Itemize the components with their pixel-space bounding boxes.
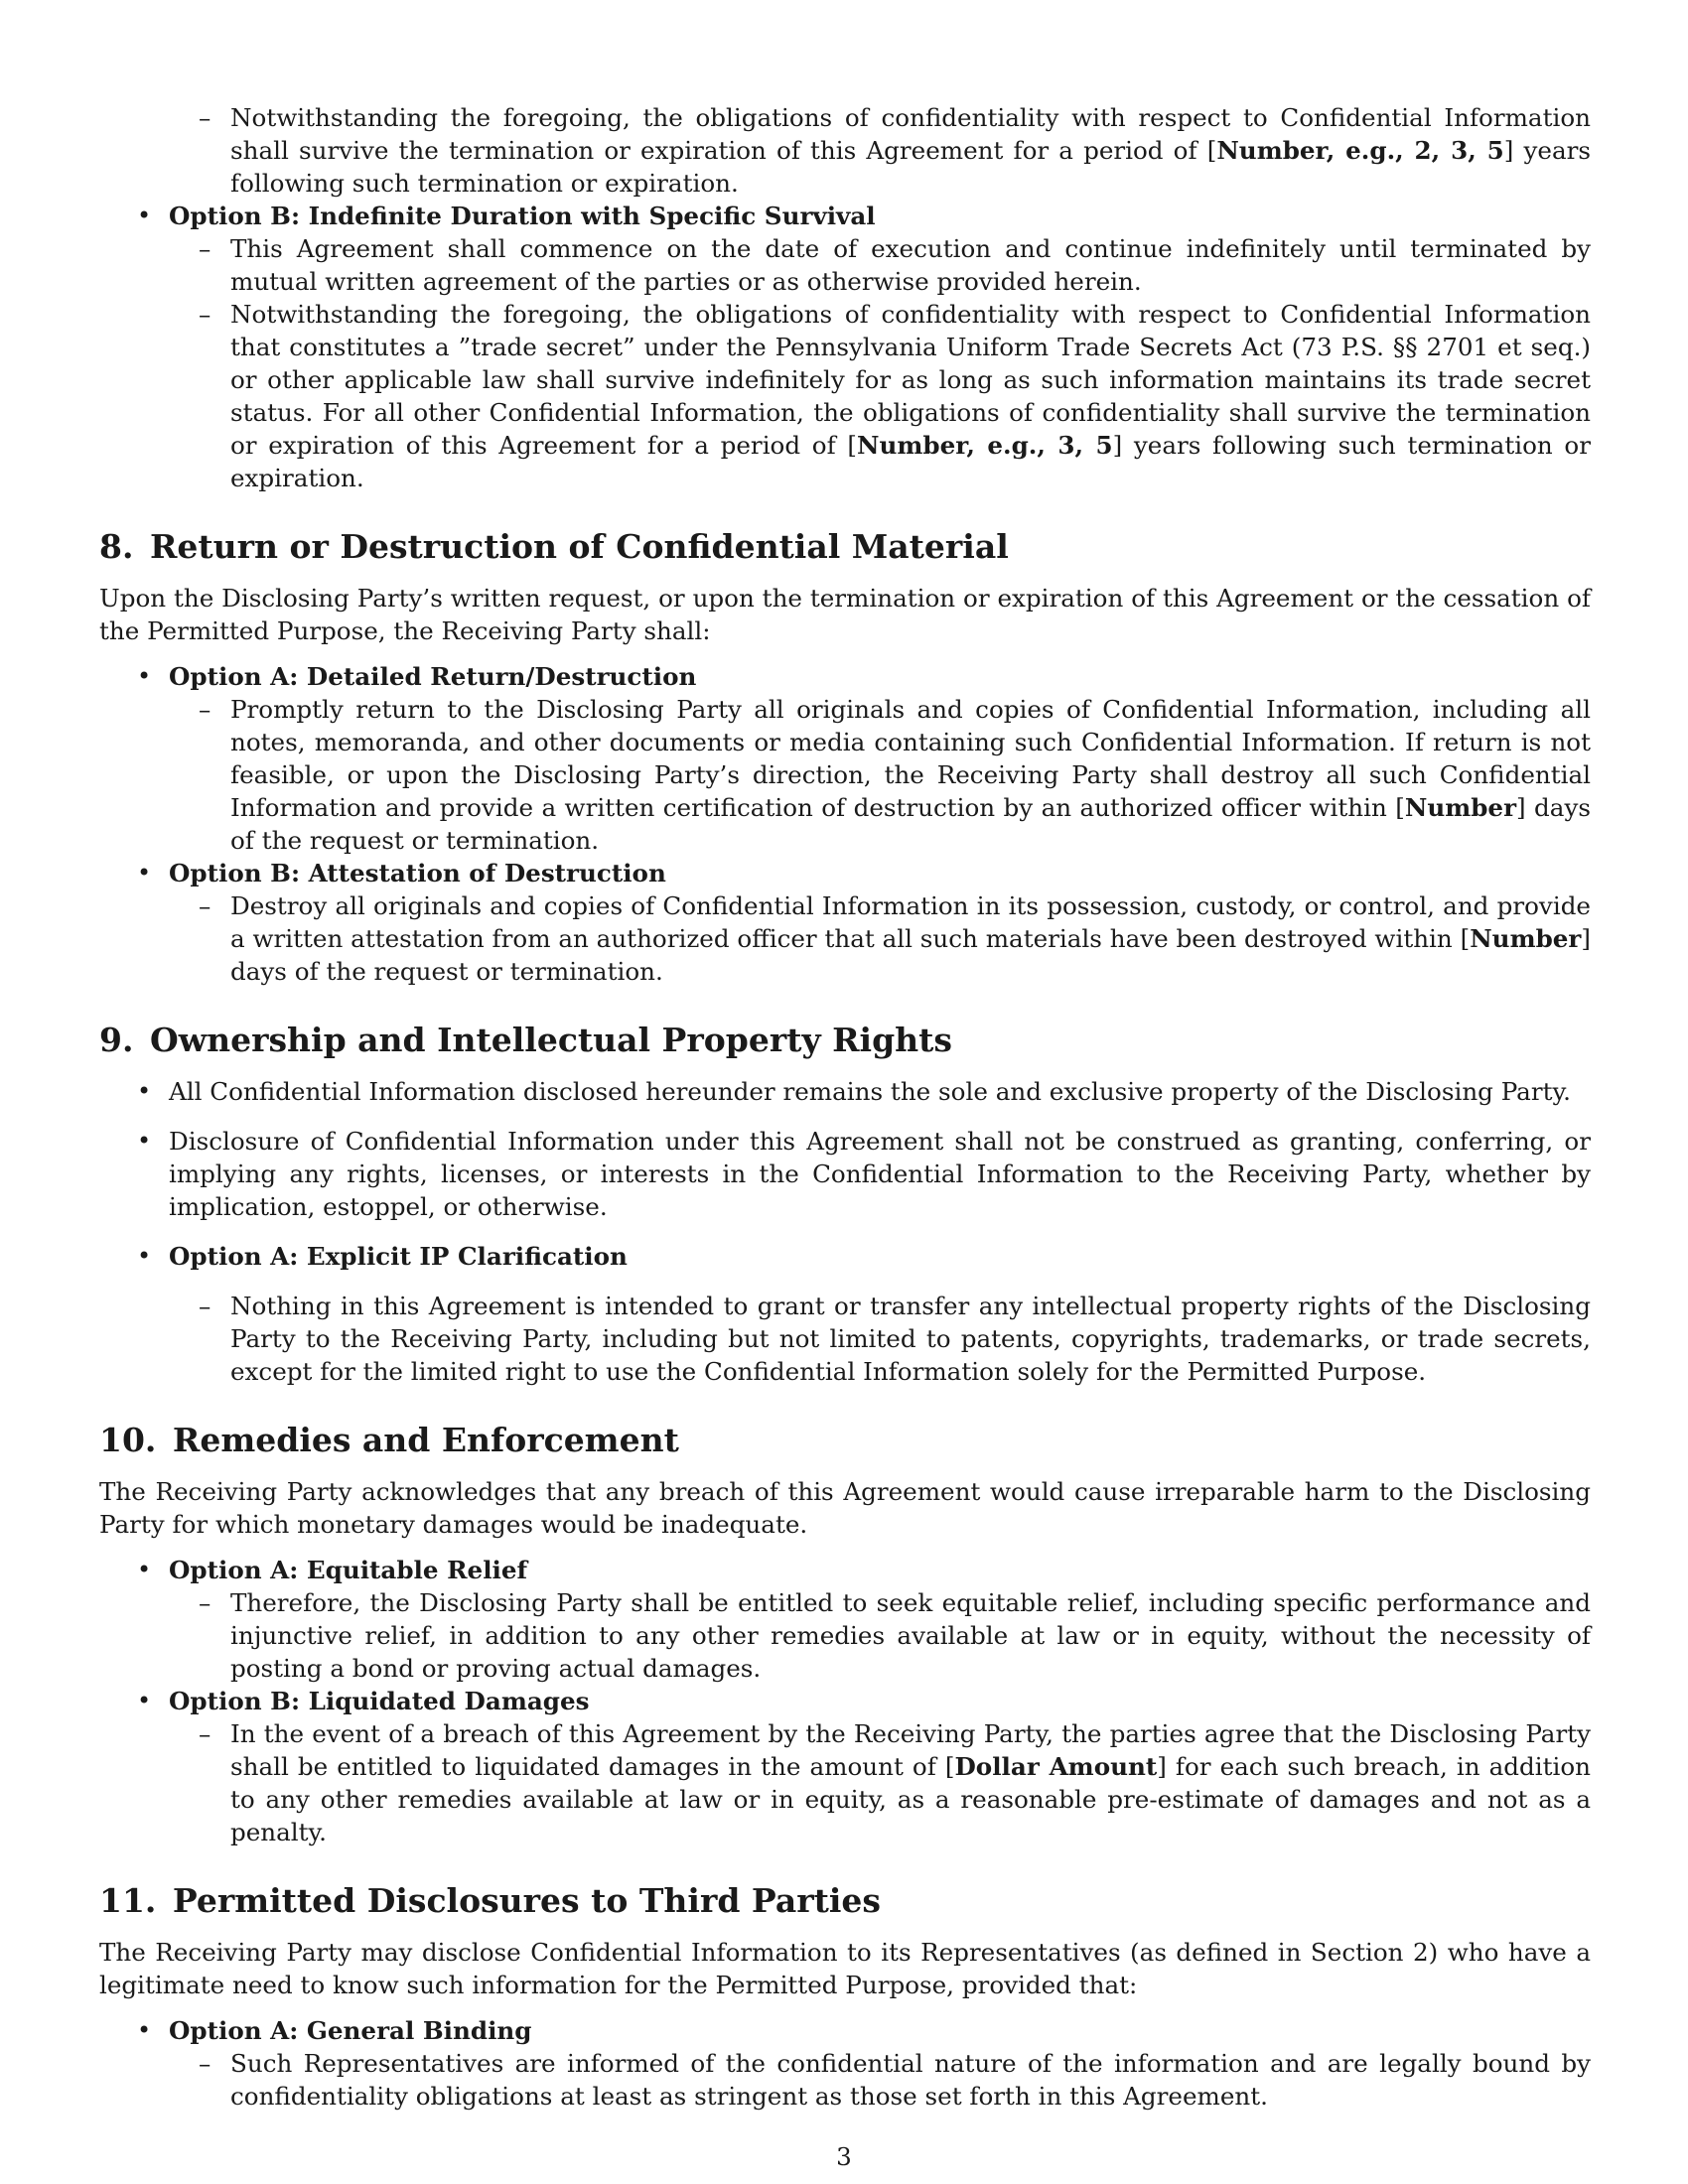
placeholder: Number (1470, 924, 1582, 953)
section-heading: 9. Ownership and Intellectual Property Rights (99, 1021, 952, 1059)
option-title: • Option B: Attestation of Destruction (169, 859, 666, 887)
section7-option-a-survival-item (99, 101, 1591, 200)
section10-options-b (99, 1685, 1591, 1717)
option-title: • Option A: Detailed Return/Destruction (169, 662, 697, 691)
section9-bullet-1: • All Confidential Information disclosed hereunder remains the sole and exclusive property of the Disclosing Party. (99, 1075, 1591, 1108)
section9-bullet-2: • Disclosure of Confidential Information under this Agreement shall not be construed as granting, conferring, or implying any rights, licenses, or interests in the Confidential Information to the Receiving Party, whether by implication, estoppel, or otherwise. (99, 1125, 1591, 1223)
paragraph: – Destroy all originals and copies of Confidential Information in its possession, custody, or control, and provide a written attestation from an authorized officer that all such materials have been destroyed within [Number] days of the request or termination. (230, 891, 1591, 986)
paragraph: – In the event of a breach of this Agreement by the Receiving Party, the parties agree that the Disclosing Party shall be entitled to liquidated damages in the amount of [Dollar Amount] for each such breach, in addition to any other remedies available at law or in equity, as a reasonable pre-estimate of damages and not as a penalty. (230, 1719, 1591, 1846)
section10-option-a (99, 1554, 1591, 1586)
section10-options (99, 1554, 1591, 1586)
section8-option-a (99, 660, 1591, 693)
option-title: • Option B: Liquidated Damages (169, 1687, 590, 1715)
section-intro: The Receiving Party acknowledges that any breach of this Agreement would cause irreparable harm to the Disclosing Party for which monetary damages would be inadequate. (99, 1477, 1591, 1539)
section9-option-a (99, 1240, 1591, 1273)
placeholder: Number, e.g., 3, 5 (857, 431, 1113, 460)
section7-option-b-item-1: – This Agreement shall commence on the date of execution and continue indefinitely until terminated by mutual written agreement of the parties or as otherwise provided herein. (99, 232, 1591, 298)
paragraph: – Notwithstanding the foregoing, the obligations of confidentiality with respect to Confidential Information shall survive the termination or expiration of this Agreement for a period of [Number, e.g., 2, 3, 5] years following such termination or expiration. (230, 103, 1592, 198)
section9-option-a-item: – Nothing in this Agreement is intended to grant or transfer any intellectual property rights of the Disclosing Party to the Receiving Party, including but not limited to patents, copyrights, trademarks, or trade secrets, except for the limited right to use the Confidential Information solely for the Permitted Purpose. (99, 1290, 1591, 1388)
section11-option-a (99, 2014, 1591, 2047)
placeholder: Dollar Amount (954, 1752, 1158, 1781)
section10-option-b (99, 1685, 1591, 1717)
section7-option-b-item-2 (99, 298, 1591, 494)
section8-option-b (99, 857, 1591, 889)
option-title: • Option A: Equitable Relief (169, 1556, 528, 1584)
section10-option-b-item (99, 1717, 1591, 1848)
section8-option-b-item (99, 889, 1591, 988)
section-intro: Upon the Disclosing Party’s written request, or upon the termination or expiration of this Agreement or the cessation of the Permitted Purpose, the Receiving Party shall: (99, 584, 1591, 645)
page-number: 3 (836, 2142, 852, 2171)
section7-option-b (99, 200, 1591, 232)
section-heading: 11. Permitted Disclosures to Third Parties (99, 1881, 881, 1920)
option-title: • Option A: Explicit IP Clarification (169, 1242, 628, 1271)
section11-options (99, 2014, 1591, 2047)
placeholder: Number, e.g., 2, 3, 5 (1216, 136, 1504, 165)
option-title: • Option B: Indefinite Duration with Specific Survival (169, 202, 876, 230)
option-title: • Option A: General Binding (169, 2016, 532, 2045)
section-heading: 10. Remedies and Enforcement (99, 1421, 679, 1459)
section8-option-a-item (99, 693, 1591, 857)
paragraph: – Promptly return to the Disclosing Party all originals and copies of Confidential Information, including all notes, memoranda, and other documents or media containing such Confidential Information. If return is not feasible, or upon the Disclosing Party’s direction, the Receiving Party shall destroy all such Confidential Information and provide a written certification of destruction by an authorized officer within [Number] days of the request or termination. (230, 695, 1591, 855)
section11-option-a-item: – Such Representatives are informed of the confidential nature of the information and are legally bound by confidentiality obligations at least as stringent as those set forth in this Agreement. (99, 2047, 1591, 2113)
section10-option-a-item: – Therefore, the Disclosing Party shall be entitled to seek equitable relief, including specific performance and injunctive relief, in addition to any other remedies available at law or in equity, without the necessity of posting a bond or proving actual damages. (99, 1586, 1591, 1685)
section8-options-b (99, 857, 1591, 889)
section-heading: 8. Return or Destruction of Confidential Material (99, 527, 1009, 566)
section7-options (99, 200, 1591, 232)
document-page (99, 101, 1591, 2113)
section9-options (99, 1240, 1591, 1273)
paragraph: – Notwithstanding the foregoing, the obligations of confidentiality with respect to Confidential Information that constitutes a ”trade secret” under the Pennsylvania Uniform Trade Secrets Act (73 P.S. §§ 2701 et seq.) or other applicable law shall survive indefinitely for as long as such information maintains its trade secret status. For all other Confidential Information, the obligations of confidentiality shall survive the termination or expiration of this Agreement for a period of [Number, e.g., 3, 5] years following such termination or expiration. (230, 300, 1591, 492)
section-intro: The Receiving Party may disclose Confidential Information to its Representatives (as defined in Section 2) who have a legitimate need to know such information for the Permitted Purpose, provided that: (99, 1938, 1591, 1999)
section8-options (99, 660, 1591, 693)
placeholder: Number (1404, 793, 1517, 822)
